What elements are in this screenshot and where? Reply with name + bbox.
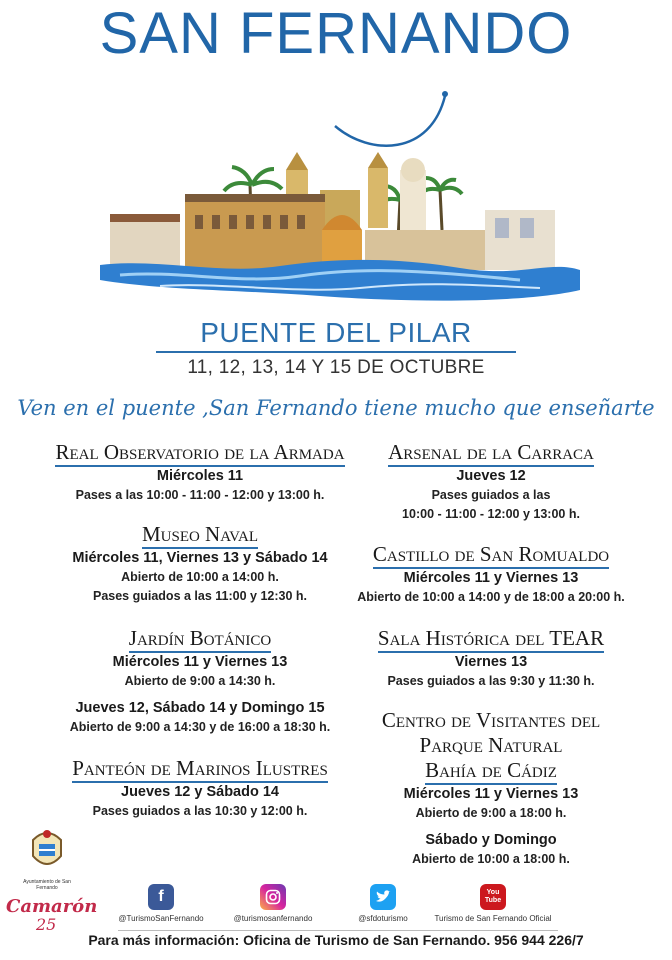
facebook-icon: f xyxy=(148,884,174,910)
venue-title: Centro de Visitantes del xyxy=(381,708,601,732)
venue-date: Miércoles 11 y Viernes 13 xyxy=(403,786,579,802)
instagram-icon xyxy=(260,884,286,910)
venue-jardin-botanico xyxy=(30,626,370,737)
event-divider xyxy=(156,351,516,353)
venue-hours: Abierto de 10:00 a 14:00 h. xyxy=(121,570,279,584)
venue-date: Miércoles 11 xyxy=(156,468,244,484)
event-dates: 11, 12, 13, 14 Y 15 DE OCTUBRE xyxy=(187,357,485,378)
venue-arsenal-carraca xyxy=(346,440,636,524)
venue-hours: Abierto de 10:00 a 14:00 y de 18:00 a 20:00 h. xyxy=(357,590,625,604)
footer-info: Para más información: Oficina de Turismo de San Fernando. 956 944 226/7 xyxy=(88,932,584,948)
page-title: SAN FERNANDO xyxy=(99,1,573,66)
venue-title: Bahía de Cádiz xyxy=(425,758,557,785)
venue-hours: Abierto de 9:00 a 18:00 h. xyxy=(415,806,567,820)
venue-date: Miércoles 11, Viernes 13 y Sábado 14 xyxy=(72,550,328,566)
social-handle: @turismosanfernando xyxy=(233,914,313,923)
venue-date: Miércoles 11 y Viernes 13 xyxy=(403,570,579,586)
venue-hours: Abierto de 10:00 a 18:00 h. xyxy=(412,852,570,866)
venue-hours: Abierto de 9:00 a 14:30 y de 16:00 a 18:30 h. xyxy=(69,720,331,734)
venue-date: Jueves 12 xyxy=(456,468,526,484)
tagline: Ven en el puente ,San Fernando tiene mucho que enseñarte xyxy=(17,396,655,420)
venue-title: Castillo de San Romualdo xyxy=(373,542,609,569)
venue-hours: Pases guiados a las xyxy=(431,488,551,502)
venue-title: Sala Histórica del TEAR xyxy=(378,626,604,653)
venue-title: Parque Natural xyxy=(419,733,563,757)
camaron-logo xyxy=(6,896,96,934)
venue-date: Miércoles 11 y Viernes 13 xyxy=(112,654,288,670)
venue-title: Arsenal de la Carraca xyxy=(388,440,594,467)
venue-real-observatorio xyxy=(30,440,370,505)
town-crest-logo xyxy=(22,826,72,891)
footer-divider xyxy=(118,930,558,931)
venue-date: Viernes 13 xyxy=(454,654,528,670)
camaron-text: Camarón xyxy=(6,896,98,917)
venue-date: Sábado y Domingo xyxy=(425,832,557,848)
youtube-icon: You Tube xyxy=(480,884,506,910)
city-skyline-illustration xyxy=(100,90,580,310)
venue-date: Jueves 12, Sábado 14 y Domingo 15 xyxy=(75,700,325,716)
venue-castillo-san-romualdo xyxy=(346,542,636,607)
venue-hours: 10:00 - 11:00 - 12:00 y 13:00 h. xyxy=(402,507,580,521)
venue-hours: Pases guiados a las 9:30 y 11:30 h. xyxy=(387,674,595,688)
crest-icon xyxy=(25,826,69,874)
social-handle: @TurismoSanFernando xyxy=(118,914,204,923)
venue-centro-visitantes xyxy=(346,708,636,869)
venue-title: Jardín Botánico xyxy=(129,626,271,653)
camaron-number: 25 xyxy=(36,915,57,934)
venue-title: Real Observatorio de la Armada xyxy=(55,440,344,467)
crest-caption: Ayuntamiento de San Fernando xyxy=(23,879,71,891)
venue-sala-historica-tear xyxy=(346,626,636,691)
venue-museo-naval xyxy=(30,522,370,606)
venue-date: Jueves 12 y Sábado 14 xyxy=(121,784,279,800)
twitter-icon xyxy=(370,884,396,910)
venue-title: Museo Naval xyxy=(142,522,258,549)
social-handle: Turismo de San Fernando Oficial xyxy=(434,914,552,923)
venue-hours: Pases guiados a las 10:30 y 12:00 h. xyxy=(92,804,308,818)
venue-hours: Pases a las 10:00 - 11:00 - 12:00 y 13:00 h. xyxy=(75,488,325,502)
venue-title: Panteón de Marinos Ilustres xyxy=(72,756,328,783)
venue-panteon-marinos xyxy=(30,756,370,821)
social-handle: @sfdoturismo xyxy=(358,914,408,923)
event-title: PUENTE DEL PILAR xyxy=(200,317,472,348)
venue-hours: Abierto de 9:00 a 14:30 h. xyxy=(124,674,276,688)
youtube-link[interactable] xyxy=(418,884,568,923)
venue-hours: Pases guiados a las 11:00 y 12:30 h. xyxy=(92,589,307,603)
